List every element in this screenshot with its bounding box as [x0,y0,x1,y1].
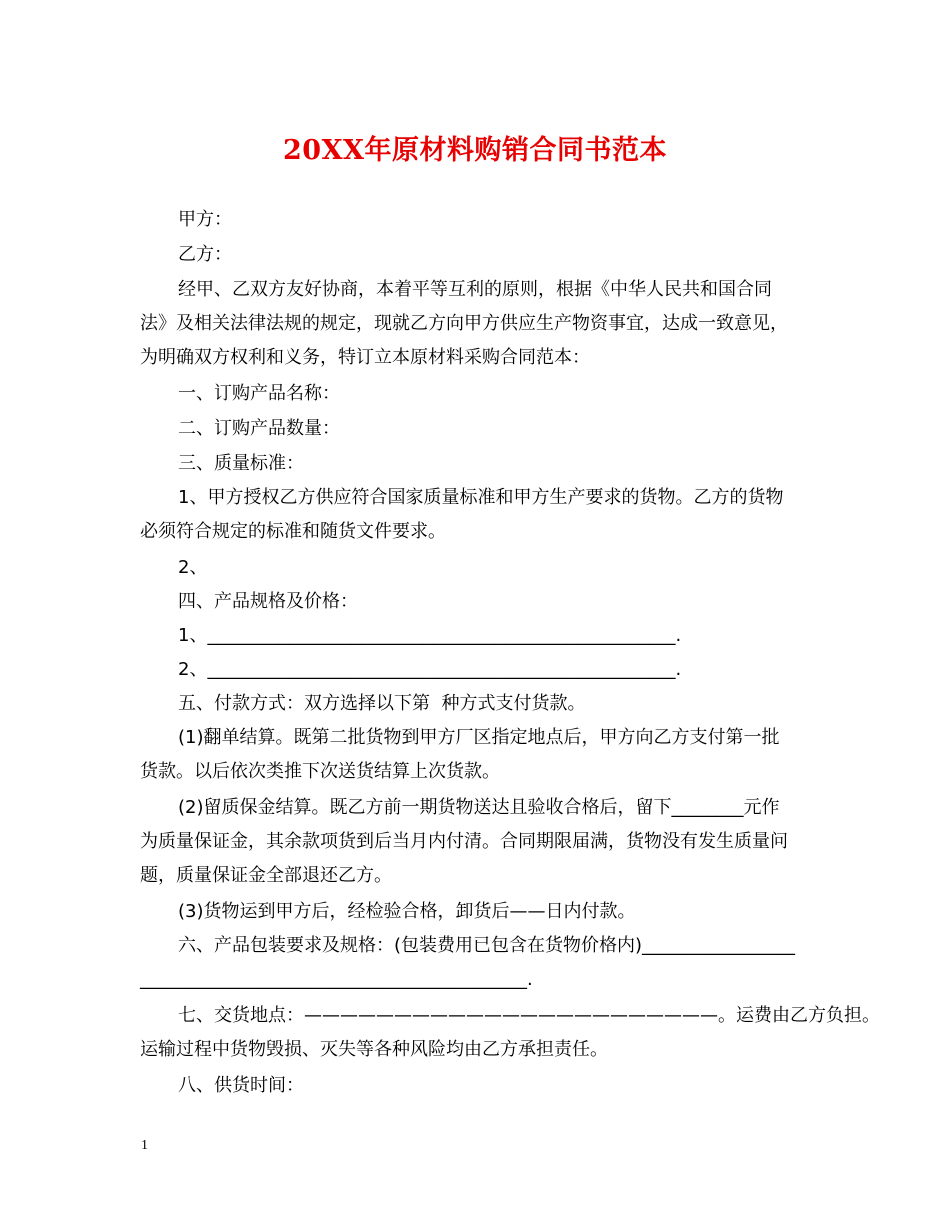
clause-6-line-1: 六、产品包装要求及规格：(包装费用已包含在货物价格内)_________________ [178,935,796,956]
clause-3-heading: 三、质量标准： [178,453,304,474]
clause-5-option-1-line-1: (1)翻单结算。既第二批货物到甲方厂区指定地点后，甲方向乙方支付第一批 [178,727,780,748]
clause-5-heading: 五、付款方式：双方选择以下第 种方式支付货款。 [178,693,586,714]
clause-7-line-2: 运输过程中货物毁损、灭失等各种风险均由乙方承担责任。 [140,1039,608,1060]
clause-3-item-1-line-2: 必须符合规定的标准和随货文件要求。 [140,521,446,542]
clause-1-heading: 一、订购产品名称： [178,383,340,404]
clause-3-item-2: 2、 [178,557,208,578]
clause-5-option-2-line-3: 题，质量保证金全部退还乙方。 [140,865,392,886]
party-b-line: 乙方： [178,244,232,265]
clause-7-line-1: 七、交货地点：———————————————————————。运费由乙方负担。 [178,1005,880,1026]
party-a-line: 甲方： [178,209,232,230]
clause-4-item-1: 1、____________________________________________________. [178,625,682,646]
clause-5-option-2-line-1: (2)留质保金结算。既乙方前一期货物送达且验收合格后，留下________元作 [178,797,780,818]
clause-6-line-2: ___________________________________________. [140,969,533,990]
preamble-line-3: 为明确双方权利和义务，特订立本原材料采购合同范本： [140,347,590,368]
clause-5-option-2-line-2: 为质量保证金，其余款项货到后当月内付清。合同期限届满，货物没有发生质量问 [140,831,788,852]
page-number: 1 [141,1138,148,1153]
document-title: 20XX年原材料购销合同书范本 [283,135,667,166]
clause-2-heading: 二、订购产品数量： [178,418,340,439]
clause-5-option-1-line-2: 货款。以后依次类推下次送货结算上次货款。 [140,761,500,782]
clause-4-item-2: 2、____________________________________________________. [178,659,682,680]
preamble-line-1: 经甲、乙双方友好协商，本着平等互利的原则，根据《中华人民共和国合同 [178,279,772,300]
clause-3-item-1-line-1: 1、甲方授权乙方供应符合国家质量标准和甲方生产要求的货物。乙方的货物 [178,487,784,508]
clause-5-option-3: (3)货物运到甲方后，经检验合格，卸货后——日内付款。 [178,901,636,922]
clause-4-heading: 四、产品规格及价格： [178,591,358,612]
preamble-line-2: 法》及相关法律法规的规定，现就乙方向甲方供应生产物资事宜，达成一致意见， [140,313,788,334]
clause-8-heading: 八、供货时间： [178,1075,304,1096]
